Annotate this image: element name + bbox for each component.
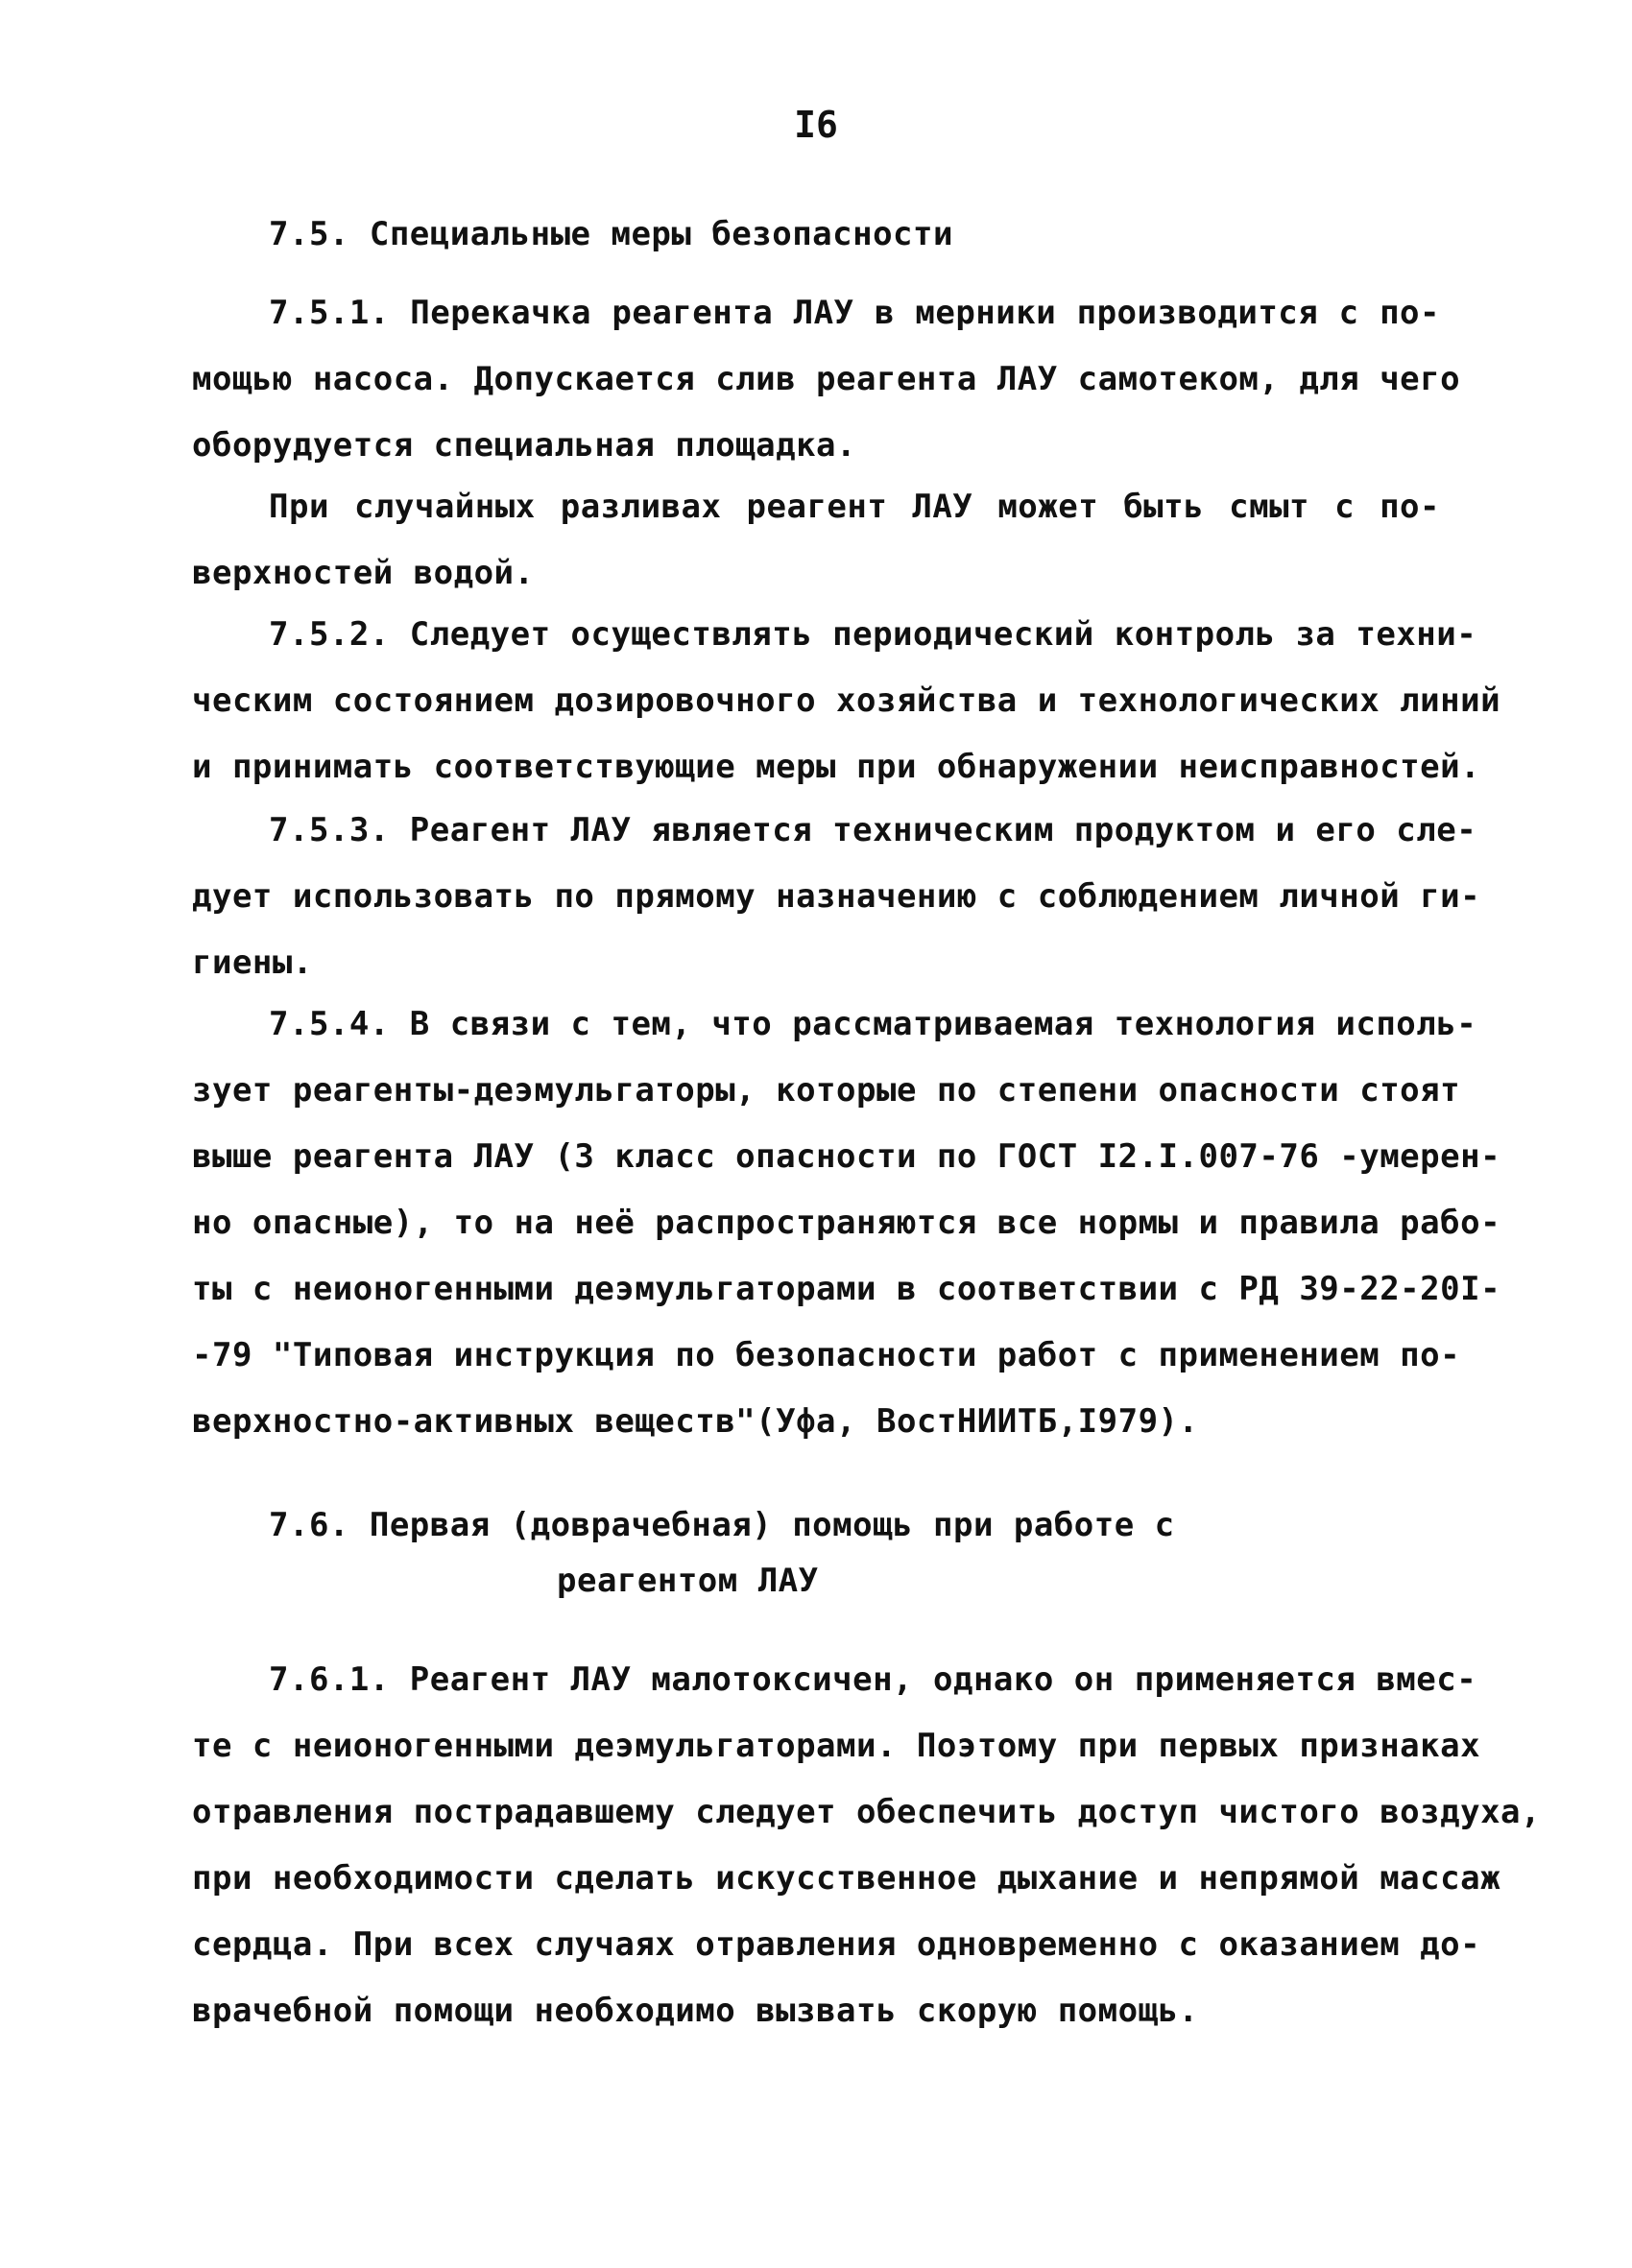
paragraph-7-5-1-line: 7.5.1. Перекачка реагента ЛАУ в мерники производится с по-	[269, 294, 1440, 332]
paragraph-7-5-4-line: выше реагента ЛАУ (3 класс опасности по ГОСТ I2.I.007-76 -умерен-	[192, 1137, 1501, 1176]
paragraph-7-6-1-line: сердца. При всех случаях отравления одновременно с оказанием до-	[192, 1925, 1481, 1964]
section-7-6-heading-continued: реагентом ЛАУ	[557, 1562, 819, 1600]
section-7-5-heading: 7.5. Специальные меры безопасности	[269, 215, 953, 253]
paragraph-7-5-2-line: ческим состоянием дозировочного хозяйства и технологических линий	[192, 681, 1501, 720]
paragraph-spill-line: верхностей водой.	[192, 554, 535, 592]
paragraph-7-6-1-line: отравления пострадавшему следует обеспечить доступ чистого воздуха,	[192, 1793, 1541, 1831]
paragraph-7-5-3-line: 7.5.3. Реагент ЛАУ является техническим продуктом и его сле-	[269, 811, 1477, 849]
paragraph-7-5-1-line: оборудуется специальная площадка.	[192, 426, 857, 465]
paragraph-7-5-4-line: 7.5.4. В связи с тем, что рассматриваемая технология исполь-	[269, 1005, 1477, 1043]
paragraph-spill-line: При случайных разливах реагент ЛАУ может быть смыт с по-	[269, 488, 1440, 526]
paragraph-7-5-3-line: гиены.	[192, 943, 313, 982]
paragraph-7-5-4-line: -79 "Типовая инструкция по безопасности работ с применением по-	[192, 1336, 1461, 1374]
section-7-6-heading: 7.6. Первая (доврачебная) помощь при работе с	[269, 1506, 1175, 1544]
paragraph-7-6-1-line: врачебной помощи необходимо вызвать скорую помощь.	[192, 1992, 1199, 2030]
paragraph-7-5-1-line: мощью насоса. Допускается слив реагента ЛАУ самотеком, для чего	[192, 360, 1461, 398]
paragraph-7-6-1-line: те с неионогенными деэмульгаторами. Поэтому при первых признаках	[192, 1727, 1481, 1765]
paragraph-7-5-3-line: дует использовать по прямому назначению с соблюдением личной ги-	[192, 877, 1481, 916]
paragraph-7-5-4-line: верхностно-активных веществ"(Уфа, ВостНИИТБ,I979).	[192, 1402, 1199, 1441]
paragraph-7-5-2-line: 7.5.2. Следует осуществлять периодический контроль за техни-	[269, 615, 1477, 654]
page-number: I6	[794, 104, 838, 146]
paragraph-7-6-1-line: 7.6.1. Реагент ЛАУ малотоксичен, однако он применяется вмес-	[269, 1660, 1477, 1699]
paragraph-7-6-1-line: при необходимости сделать искусственное дыхание и непрямой массаж	[192, 1859, 1501, 1898]
paragraph-7-5-2-line: и принимать соответствующие меры при обнаружении неисправностей.	[192, 748, 1481, 786]
paragraph-7-5-4-line: но опасные), то на неё распространяются все нормы и правила рабо-	[192, 1204, 1501, 1242]
paragraph-7-5-4-line: ты с неионогенными деэмульгаторами в соответствии с РД 39-22-20I-	[192, 1270, 1501, 1308]
paragraph-7-5-4-line: зует реагенты-деэмульгаторы, которые по степени опасности стоят	[192, 1071, 1461, 1110]
